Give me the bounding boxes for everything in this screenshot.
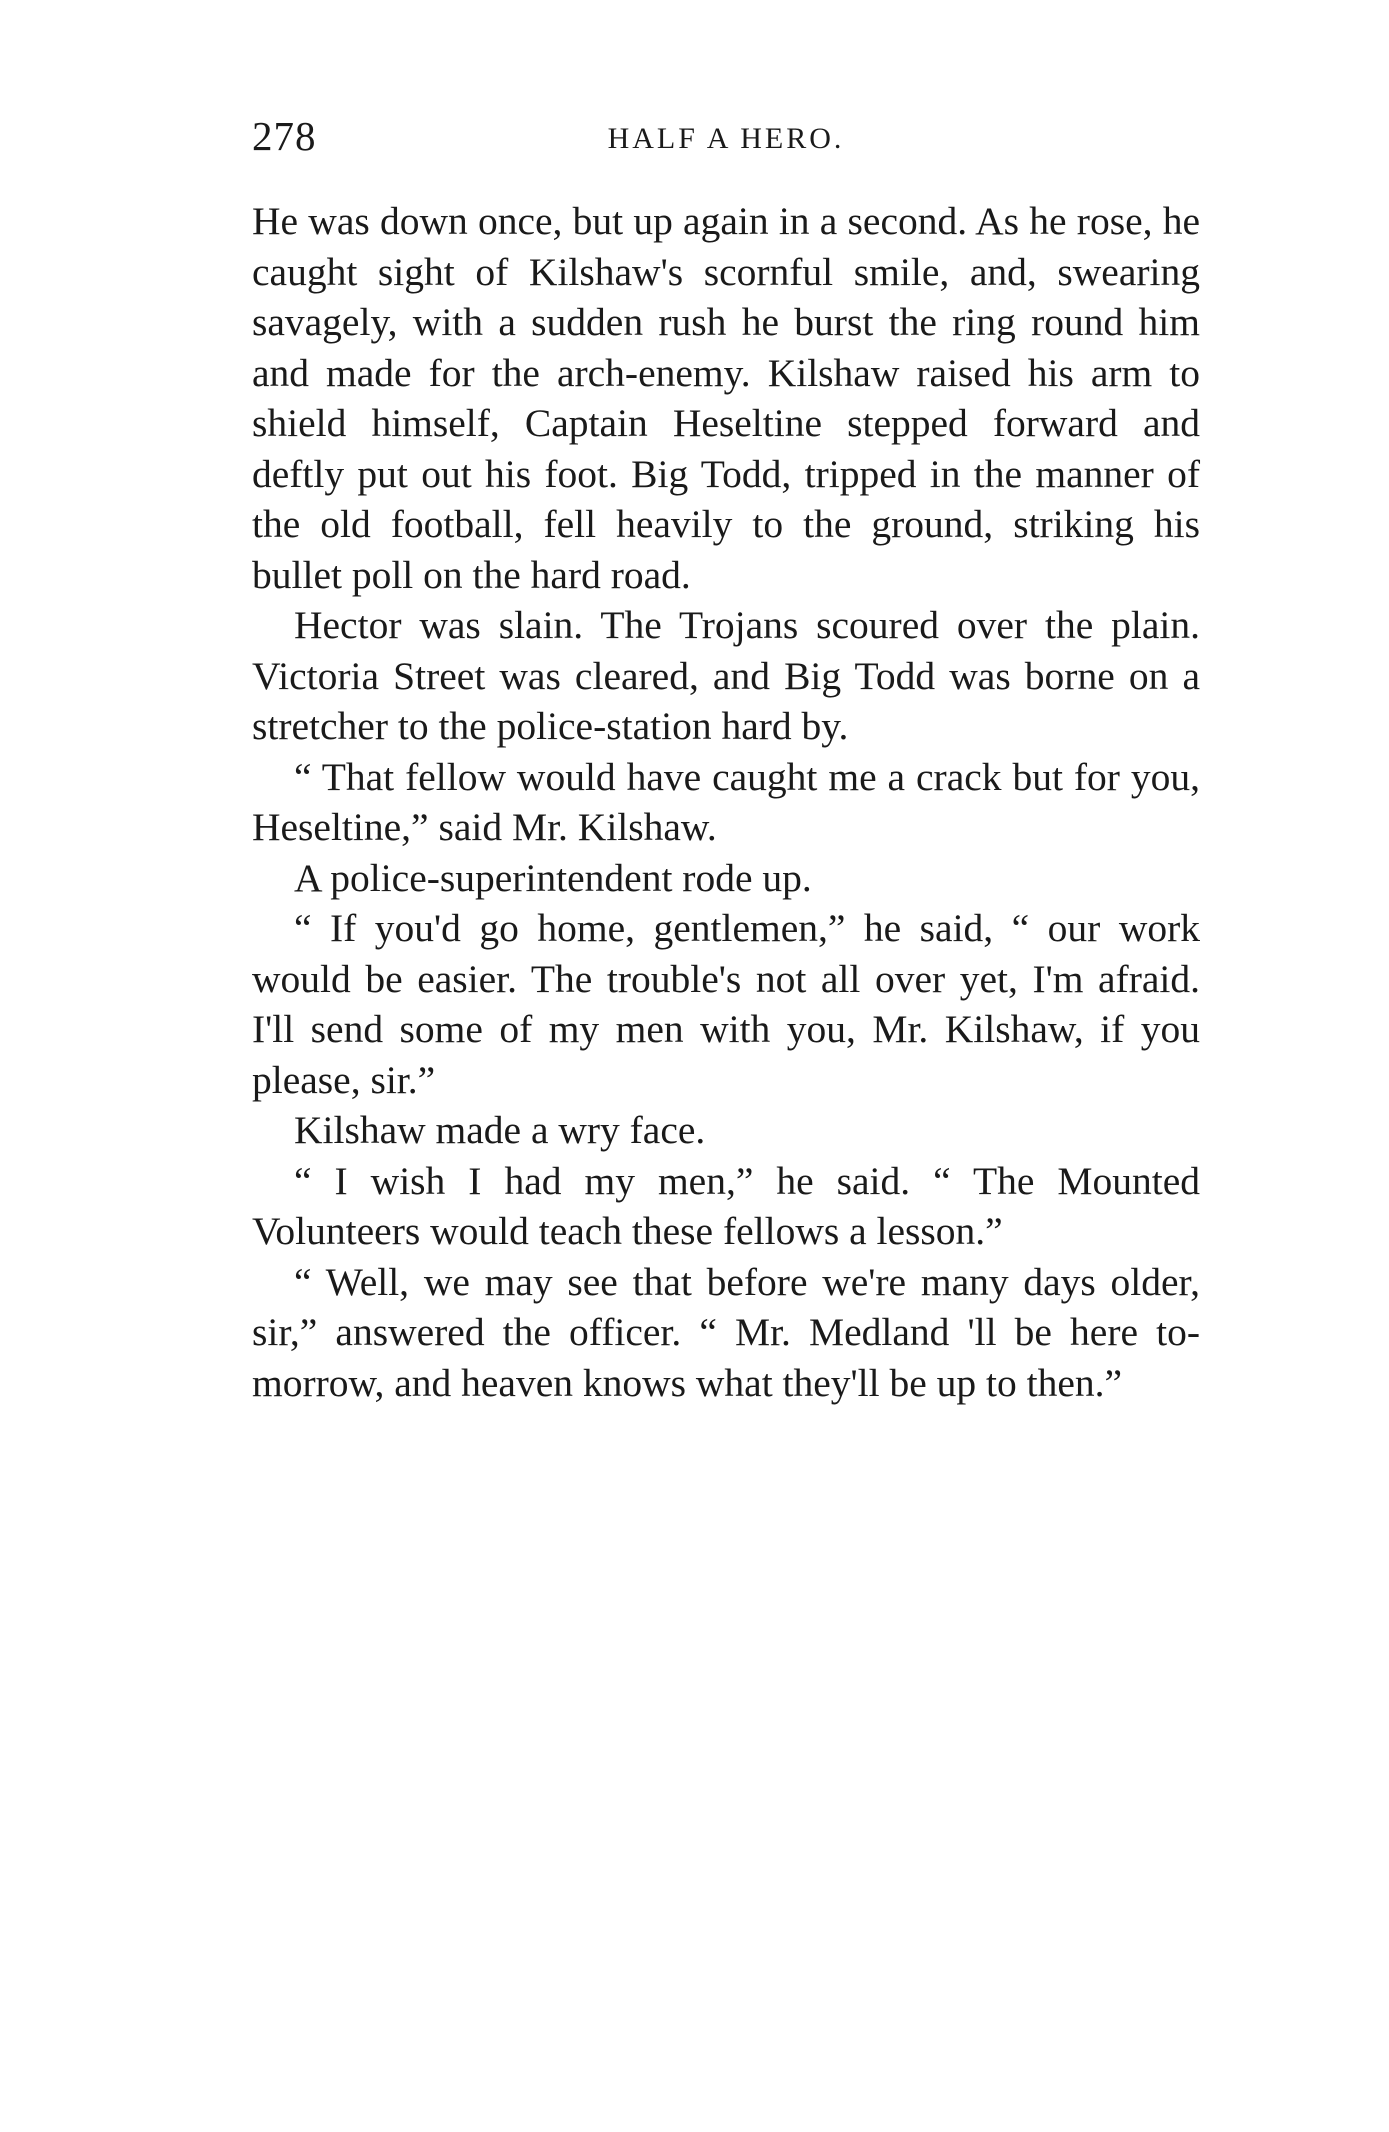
paragraph: “ That fellow would have caught me a crack but for you, Heseltine,” said Mr. Kilshaw. xyxy=(252,754,1200,849)
paragraph: A police-superintendent rode up. xyxy=(294,855,812,900)
paragraph: “ I wish I had my men,” he said. “ The Mounted Volunteers would teach these fellows a lesson.” xyxy=(252,1158,1200,1253)
page-number: 278 xyxy=(252,113,317,159)
body-text xyxy=(252,196,1200,1408)
paragraph: Kilshaw made a wry face. xyxy=(294,1108,706,1152)
paragraph: “ Well, we may see that before we're many days older, sir,” answered the officer. “ Mr. Medland 'll be here to-morrow, and heaven knows what they'll be up to then.” xyxy=(252,1259,1200,1405)
paragraph: He was down once, but up again in a second. As he rose, he caught sight of Kilshaw's scornful smile, and, swearing savagely, with a sudden rush he burst the ring round him and made for the arch-enemy. Kilshaw raised his arm to shield himself, Captain Heseltine stepped forward and deftly put out his foot. Big Todd, tripped in the manner of the old football, fell heavily to the ground, striking his bullet poll on the hard road. xyxy=(252,199,1200,597)
book-title: HALF A HERO. xyxy=(607,122,845,155)
running-head xyxy=(252,112,1200,182)
paragraph: “ If you'd go home, gentlemen,” he said, “ our work would be easier. The trouble's not all over yet, I'm afraid. I'll send some of my men with you, Mr. Kilshaw, if you please, sir.” xyxy=(252,906,1200,1102)
paragraph: Hector was slain. The Trojans scoured over the plain. Victoria Street was cleared, and Big Todd was borne on a stretcher to the police-station hard by. xyxy=(252,603,1200,748)
